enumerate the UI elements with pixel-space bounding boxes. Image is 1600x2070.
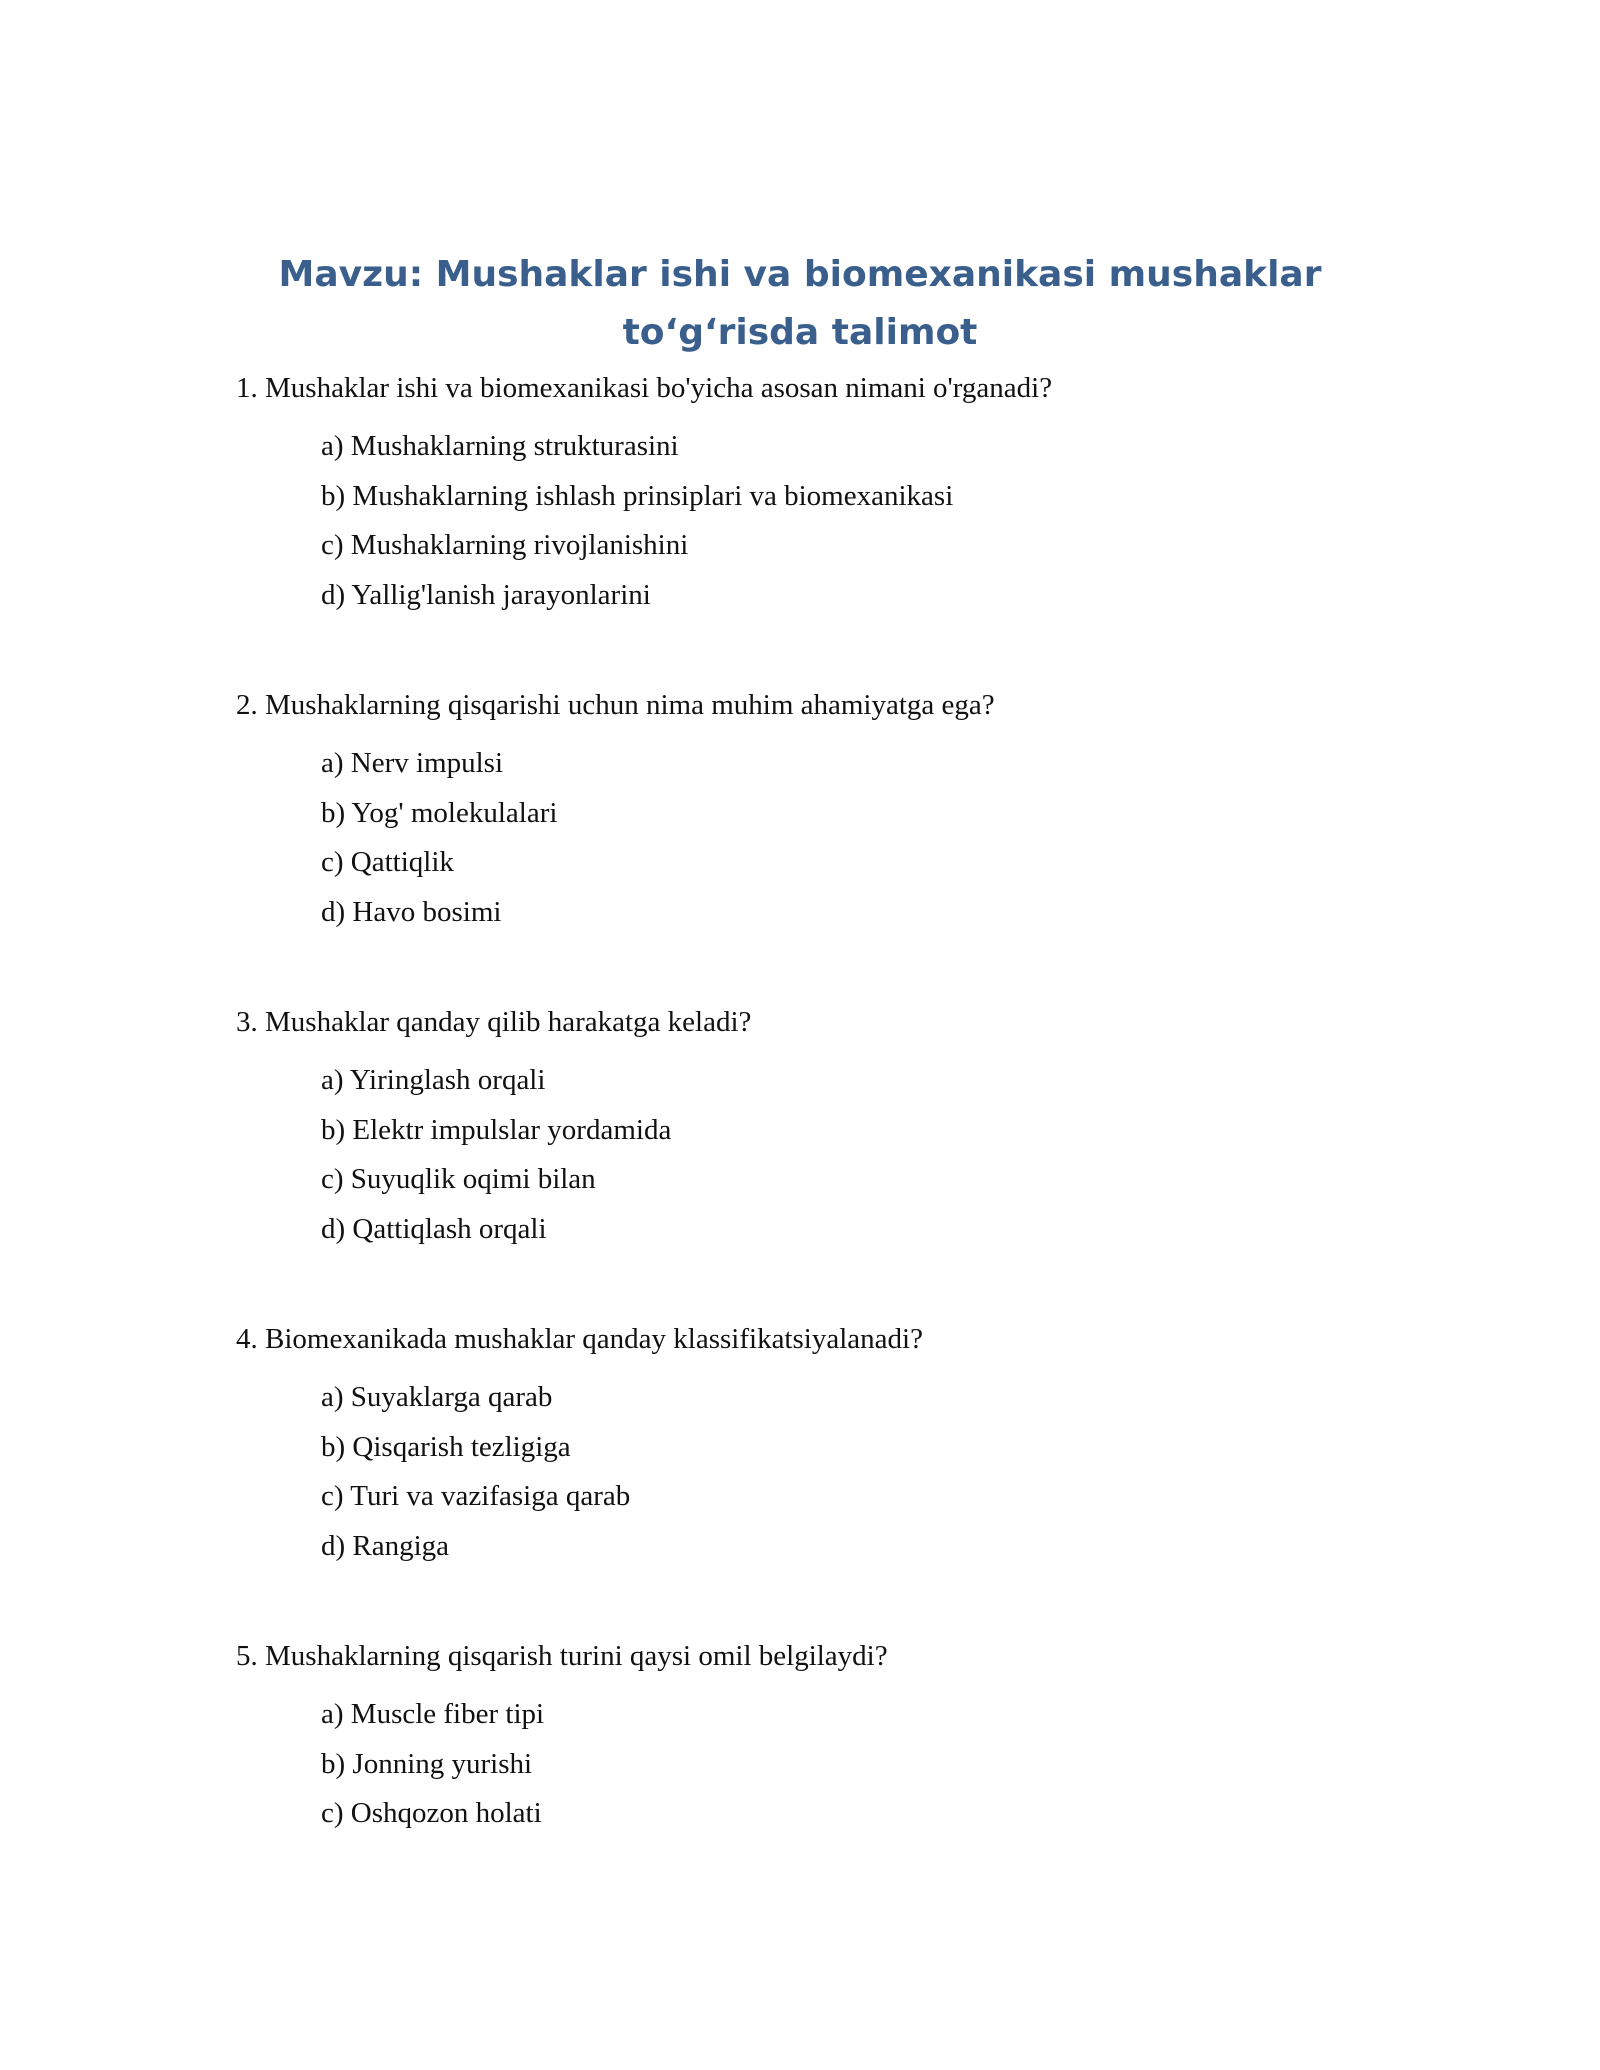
option-list [236, 1373, 1436, 1571]
option-b: b) Mushaklarning ishlash prinsiplari va biomexanikasi [321, 479, 954, 512]
option-c: c) Suyuqlik oqimi bilan [321, 1163, 596, 1195]
question-2 [236, 683, 1436, 937]
question-3 [236, 1000, 1436, 1254]
option-d: d) Qattiqlash orqali [321, 1212, 547, 1245]
question-text: 2. Mushaklarning qisqarishi uchun nima muhim ahamiyatga ega? [236, 689, 995, 721]
question-text: 1. Mushaklar ishi va biomexanikasi bo'yicha asosan nimani o'rganadi? [236, 372, 1053, 404]
question-text: 5. Mushaklarning qisqarish turini qaysi omil belgilaydi? [236, 1640, 888, 1672]
option-c: c) Mushaklarning rivojlanishini [321, 529, 689, 561]
option-b: b) Qisqarish tezligiga [321, 1430, 571, 1463]
question-list [236, 366, 1436, 1902]
option-b: b) Elektr impulslar yordamida [321, 1113, 672, 1146]
option-c: c) Turi va vazifasiga qarab [321, 1480, 631, 1512]
option-c: c) Qattiqlik [321, 846, 454, 878]
option-a: a) Mushaklarning strukturasini [321, 430, 679, 462]
option-list [236, 1056, 1436, 1254]
question-text: 4. Biomexanikada mushaklar qanday klassifikatsiyalanadi? [236, 1323, 923, 1355]
option-a: a) Nerv impulsi [321, 747, 504, 779]
option-list [236, 739, 1436, 937]
page-title: Mavzu: Mushaklar ishi va biomexanikasi mushaklar to‘g‘risda talimot [278, 254, 1322, 353]
question-4 [236, 1317, 1436, 1571]
option-b: b) Yog' molekulalari [321, 796, 558, 829]
option-list [236, 422, 1436, 620]
question-1 [236, 366, 1436, 620]
option-d: d) Rangiga [321, 1529, 450, 1562]
option-d: d) Havo bosimi [321, 895, 502, 928]
option-c: c) Oshqozon holati [321, 1797, 542, 1829]
option-a: a) Yiringlash orqali [321, 1064, 546, 1096]
option-list [236, 1690, 1436, 1839]
option-a: a) Muscle fiber tipi [321, 1698, 545, 1730]
question-5 [236, 1634, 1436, 1839]
option-d: d) Yallig'lanish jarayonlarini [321, 578, 651, 611]
question-text: 3. Mushaklar qanday qilib harakatga keladi? [236, 1006, 752, 1038]
option-a: a) Suyaklarga qarab [321, 1381, 553, 1413]
option-b: b) Jonning yurishi [321, 1747, 533, 1780]
